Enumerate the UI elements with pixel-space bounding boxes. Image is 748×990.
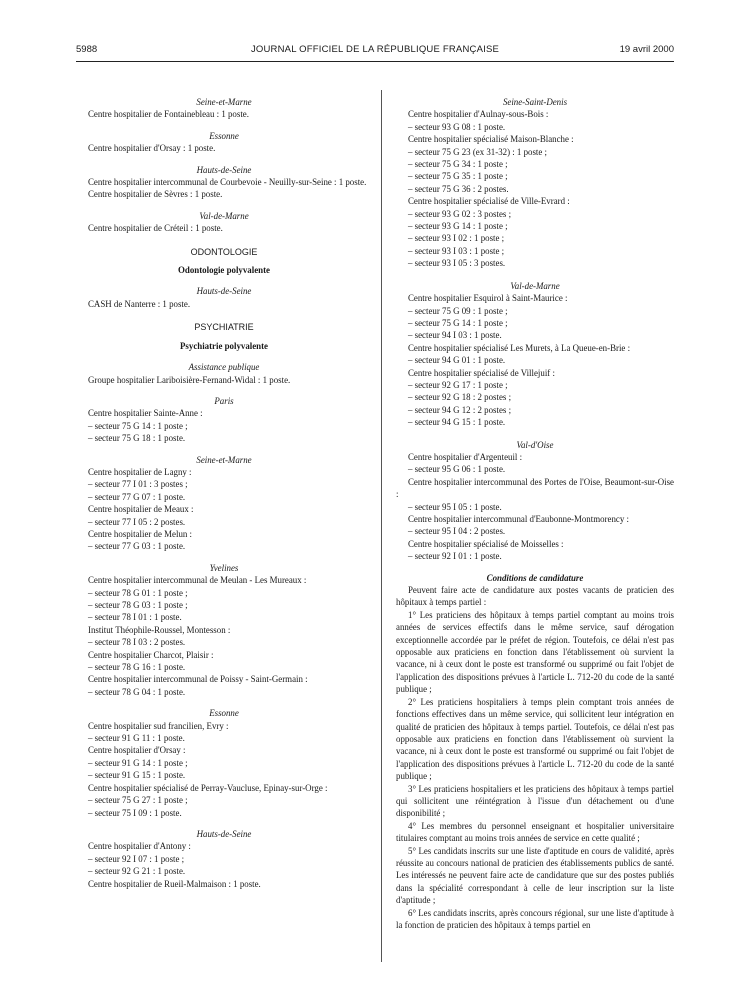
entry-line: – secteur 78 I 01 : 1 poste. (88, 612, 182, 623)
entry-line: – secteur 75 G 36 : 2 postes. (408, 183, 509, 194)
entry-line: – secteur 93 G 02 : 3 postes ; (408, 208, 512, 219)
region-heading: Essonne (209, 708, 239, 719)
condition-paragraph: 1° Les praticiens des hôpitaux à temps partiel comptant au moins trois années de services effectifs dans le même service, sauf dérogation exceptionnelle accordée par le préfet de région. Toutefois, ce délai n'est pas opposable aux praticiens en fonction dans l'établissement où survient la vacance, ni à ceux dont le poste est transformé ou supprimé ou fait l'objet de l'application des dispositions prévues à l'article L. 712-20 du code de la santé publique ; (396, 609, 674, 695)
region-heading: Essonne (209, 130, 239, 141)
subspecialty-heading: Psychiatrie polyvalente (180, 340, 268, 351)
region-heading: Paris (214, 395, 234, 406)
entry-line: Centre hospitalier Sainte-Anne : (88, 408, 203, 419)
condition-paragraph: 5° Les candidats inscrits sur une liste d'aptitude en cours de validité, après réussite au concours national de praticien des établissements publics de santé. Les intéressés ne peuvent faire acte de candidature que sur des postes publiés dans la spécialité correspondant à celle de leur inscription sur la liste d'aptitude ; (396, 845, 674, 906)
specialty-heading: PSYCHIATRIE (194, 322, 254, 333)
entry-line: Centre hospitalier intercommunal de Meulan - Les Mureaux : (88, 575, 307, 586)
entry-line: – secteur 93 G 08 : 1 poste. (408, 121, 506, 132)
entry-line: Centre hospitalier de Sèvres : 1 poste. (88, 189, 223, 200)
entry-line: – secteur 75 G 27 : 1 poste ; (88, 795, 188, 806)
entry-line: – secteur 93 I 02 : 1 poste ; (408, 233, 505, 244)
entry-line: – secteur 77 G 07 : 1 poste. (88, 491, 186, 502)
entry-line: – secteur 92 G 17 : 1 poste ; (408, 379, 508, 390)
entry-line: Centre hospitalier intercommunal de Poissy - Saint-Germain : (88, 674, 308, 685)
entry-line: – secteur 94 G 15 : 1 poste. (408, 417, 506, 428)
entry-line: Centre hospitalier intercommunal des Portes de l'Oise, Beaumont-sur-Oise : (396, 476, 674, 500)
entry-line: – secteur 93 I 05 : 3 postes. (408, 258, 506, 269)
entry-line: Centre hospitalier spécialisé Les Murets, à La Queue-en-Brie : (408, 342, 631, 353)
entry-line: – secteur 92 G 18 : 2 postes ; (408, 392, 512, 403)
entry-line: – secteur 77 I 05 : 2 postes. (88, 516, 186, 527)
section-heading: Conditions de candidature (486, 572, 584, 583)
entry-line: – secteur 91 G 15 : 1 poste. (88, 770, 186, 781)
entry-line: Centre hospitalier spécialisé de Moisselles : (408, 538, 564, 549)
entry-line: Centre hospitalier de Melun : (88, 528, 193, 539)
entry-line: Centre hospitalier d'Antony : (88, 841, 191, 852)
region-heading: Seine-Saint-Denis (502, 97, 568, 107)
entry-line: – secteur 92 I 07 : 1 poste ; (88, 853, 185, 864)
entry-line: – secteur 78 G 16 : 1 poste. (88, 662, 186, 673)
region-heading: Hauts-de-Seine (196, 828, 252, 839)
entry-line: Centre hospitalier de Rueil-Malmaison : 1 poste. (88, 878, 261, 889)
entry-line: – secteur 92 G 21 : 1 poste. (88, 866, 186, 877)
entry-line: Centre hospitalier Esquirol à Saint-Maurice : (408, 293, 568, 304)
publication-date: 19 avril 2000 (619, 44, 674, 55)
condition-paragraph: 3° Les praticiens hospitaliers et les praticiens des hôpitaux à temps partiel qui sollicitent une réintégration à l'issue d'un détachement ou d'une disponibilité ; (396, 783, 674, 819)
page-header (76, 44, 674, 58)
region-heading: Seine-et-Marne (196, 454, 252, 465)
entry-line: Centre hospitalier spécialisé Maison-Blanche : (408, 134, 574, 145)
entry-line: – secteur 75 G 14 : 1 poste ; (88, 420, 188, 431)
entry-line: – secteur 94 G 01 : 1 poste. (408, 355, 506, 366)
entry-line: Centre hospitalier sud francilien, Evry : (88, 720, 229, 731)
entry-line: – secteur 78 G 03 : 1 poste ; (88, 600, 188, 610)
entry-line: – secteur 75 G 23 (ex 31-32) : 1 poste ; (408, 146, 548, 157)
entry-line: Centre hospitalier d'Aulnay-sous-Bois : (408, 109, 549, 120)
entry-line: – secteur 91 G 11 : 1 poste. (88, 733, 185, 744)
entry-line: – secteur 77 G 03 : 1 poste. (88, 541, 186, 552)
condition-paragraph: 4° Les membres du personnel enseignant et hospitalier universitaire titulaires comptant au moins trois années de service en cette qualité ; (396, 820, 674, 844)
entry-line: Centre hospitalier intercommunal d'Eaubonne-Montmorency : (408, 514, 629, 524)
entry-line: – secteur 94 G 12 : 2 postes ; (408, 404, 512, 415)
entry-line: – secteur 91 G 14 : 1 poste ; (88, 757, 188, 768)
entry-line: – secteur 94 I 03 : 1 poste. (408, 330, 502, 341)
right-column (396, 96, 674, 931)
entry-line: Centre hospitalier spécialisé de Perray-Vaucluse, Epinay-sur-Orge : (88, 782, 328, 793)
region-heading: Hauts-de-Seine (196, 286, 252, 297)
entry-line: – secteur 75 G 18 : 1 poste. (88, 433, 186, 444)
entry-line: Groupe hospitalier Lariboisière-Fernand-Widal : 1 poste. (88, 374, 291, 385)
region-heading: Val-de-Marne (510, 280, 560, 291)
entry-line: Centre hospitalier de Fontainebleau : 1 poste. (88, 109, 249, 120)
left-column (76, 96, 372, 890)
region-heading: Hauts-de-Seine (196, 164, 252, 175)
entry-line: – secteur 95 G 06 : 1 poste. (408, 464, 506, 475)
condition-paragraph: Peuvent faire acte de candidature aux postes vacants de praticien des hôpitaux à temps partiel : (396, 585, 674, 608)
entry-line: – secteur 77 I 01 : 3 postes ; (88, 479, 188, 490)
region-heading: Seine-et-Marne (196, 97, 252, 107)
entry-line: – secteur 75 G 34 : 1 poste ; (408, 159, 508, 170)
entry-line: – secteur 78 G 01 : 1 poste ; (88, 587, 188, 598)
journal-title: JOURNAL OFFICIEL DE LA RÉPUBLIQUE FRANÇAISE (250, 44, 500, 55)
entry-line: – secteur 75 G 09 : 1 poste ; (408, 305, 508, 316)
entry-line: Centre hospitalier de Lagny : (88, 466, 192, 477)
entry-line: Centre hospitalier intercommunal de Courbevoie - Neuilly-sur-Seine : 1 poste. (88, 177, 367, 188)
region-heading: Assistance publique (188, 362, 260, 373)
region-heading: Val-d'Oise (516, 439, 554, 450)
entry-line: Centre hospitalier spécialisé de Villejuif : (408, 367, 555, 378)
entry-line: Centre hospitalier d'Orsay : 1 poste. (88, 143, 216, 154)
entry-line: Institut Théophile-Roussel, Montesson : (88, 624, 231, 635)
entry-line: Centre hospitalier de Créteil : 1 poste. (88, 223, 223, 234)
entry-line: – secteur 75 I 09 : 1 poste. (88, 807, 182, 818)
entry-line: – secteur 75 G 14 : 1 poste ; (408, 317, 508, 328)
entry-line: – secteur 95 I 04 : 2 postes. (408, 526, 506, 537)
column-divider (381, 90, 382, 962)
subspecialty-heading: Odontologie polyvalente (178, 265, 270, 276)
condition-paragraph: 2° Les praticiens hospitaliers à temps plein comptant trois années de fonctions effectives dans un même service, qui sollicitent leur intégration en qualité de praticien des hôpitaux à temps partiel. Toutefois, ce délai n'est pas opposable aux praticiens en fonction dans l'établissement où survient la vacance, ni à ceux dont le poste est transformé ou supprimé ou fait l'objet de l'application des dispositions prévues à l'article L. 712-20 du code de la santé publique ; (396, 696, 674, 782)
region-heading: Val-de-Marne (199, 210, 249, 221)
entry-line: – secteur 93 G 14 : 1 poste ; (408, 221, 508, 232)
header-rule (76, 61, 674, 62)
entry-line: Centre hospitalier Charcot, Plaisir : (88, 649, 214, 660)
entry-line: Centre hospitalier spécialisé de Ville-Evrard : (408, 196, 570, 207)
page-number: 5988 (76, 44, 98, 55)
entry-line: Centre hospitalier d'Orsay : (88, 745, 186, 756)
entry-line: – secteur 75 G 35 : 1 poste ; (408, 171, 508, 182)
entry-line: – secteur 78 G 04 : 1 poste. (88, 686, 186, 697)
entry-line: – secteur 92 I 01 : 1 poste. (408, 551, 502, 562)
entry-line: Centre hospitalier de Meaux : (88, 504, 194, 515)
entry-line: – secteur 78 I 03 : 2 postes. (88, 637, 186, 648)
entry-line: – secteur 93 I 03 : 1 poste ; (408, 245, 505, 256)
entry-line: CASH de Nanterre : 1 poste. (88, 298, 191, 309)
specialty-heading: ODONTOLOGIE (190, 246, 258, 257)
region-heading: Yvelines (209, 562, 239, 573)
condition-paragraph: 6° Les candidats inscrits, après concours régional, sur une liste d'aptitude à la fonction de praticien des hôpitaux à temps partiel en (396, 907, 674, 930)
entry-line: – secteur 95 I 05 : 1 poste. (408, 501, 502, 512)
entry-line: Centre hospitalier d'Argenteuil : (408, 451, 523, 462)
